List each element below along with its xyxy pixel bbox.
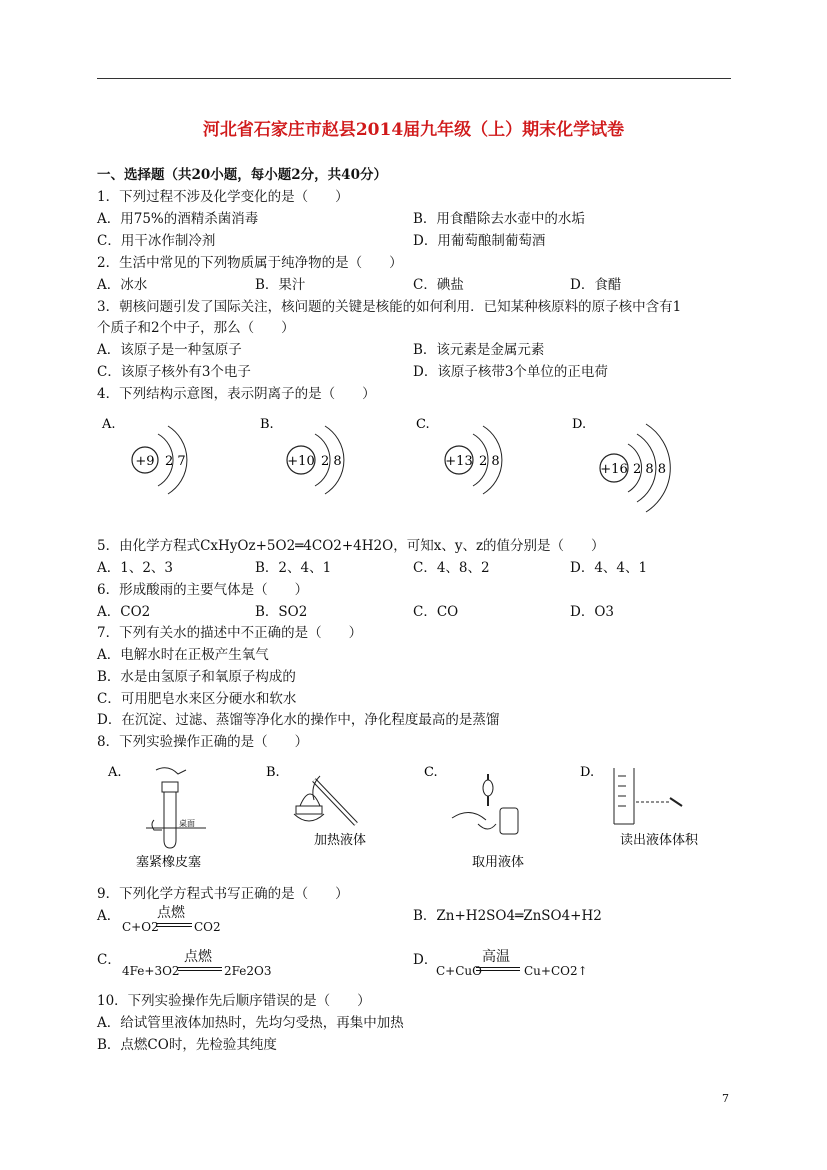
q8-stem: 8．下列实验操作正确的是（ ）: [97, 734, 309, 750]
q4-stem: 4．下列结构示意图，表示阴离子的是（ ）: [97, 386, 376, 402]
exam-title: 河北省石家庄市赵县2014届九年级（上）期末化学试卷: [202, 120, 625, 140]
q4-option-a-shells: 2 7: [165, 454, 186, 469]
q2-option-b[interactable]: B．果汁: [255, 277, 306, 293]
q7-option-a[interactable]: A．电解水时在正极产生氧气: [97, 647, 269, 663]
q8-option-a-figure[interactable]: [106, 762, 236, 874]
q6-option-c[interactable]: C．CO: [413, 604, 459, 620]
q9-option-d-equation[interactable]: [436, 946, 616, 980]
q8-option-d-figure[interactable]: [578, 762, 718, 852]
q3-option-b[interactable]: B．该元素是金属元素: [413, 342, 545, 358]
q9-option-c-left: 4Fe+3O2: [122, 964, 180, 978]
q8-option-b-caption: 加热液体: [314, 833, 367, 848]
q8-option-c-label: C.: [424, 765, 438, 780]
q3-stem-line2: 个质子和2个中子，那么（ ）: [97, 320, 295, 336]
q9-option-d-label[interactable]: D．: [413, 952, 438, 968]
q7-stem: 7．下列有关水的描述中不正确的是（ ）: [97, 625, 363, 641]
q9-option-a-left: C+O2: [122, 920, 159, 934]
q1-stem: 1．下列过程不涉及化学变化的是（ ）: [97, 189, 349, 205]
q4-option-c-shells: 2 8: [479, 454, 500, 469]
q10-option-b[interactable]: B．点燃CO时，先检验其纯度: [97, 1037, 277, 1053]
q8-option-c-caption: 取用液体: [472, 855, 525, 870]
q4-option-b-nucleus: +10: [287, 454, 315, 469]
page-number: 7: [722, 1092, 729, 1105]
q7-option-b[interactable]: B．水是由氢原子和氧原子构成的: [97, 669, 296, 685]
q9-option-a-label[interactable]: A．: [97, 908, 121, 924]
q2-option-c[interactable]: C．碘盐: [413, 277, 464, 293]
q9-option-a-right: CO2: [194, 920, 221, 934]
q1-option-a[interactable]: A．用75%的酒精杀菌消毒: [97, 211, 259, 227]
q4-option-a-label: A.: [102, 417, 116, 432]
q8-option-b-figure[interactable]: [264, 762, 394, 852]
q9-option-c-label[interactable]: C．: [97, 952, 121, 968]
q8-option-a-caption: 塞紧橡皮塞: [136, 855, 202, 870]
q9-option-c-equation[interactable]: [122, 946, 282, 980]
q8-option-d-caption: 读出液体体积: [620, 833, 699, 848]
q7-option-c[interactable]: C．可用肥皂水来区分硬水和软水: [97, 691, 297, 707]
q2-option-d[interactable]: D．食醋: [570, 277, 622, 293]
q4-option-a-nucleus: +9: [135, 454, 155, 469]
q9-option-d-right: Cu+CO2↑: [524, 964, 588, 978]
q10-option-a[interactable]: A．给试管里液体加热时，先均匀受热，再集中加热: [97, 1015, 404, 1031]
q6-option-a[interactable]: A．CO2: [97, 604, 151, 620]
q9-option-b[interactable]: B．Zn+H2SO4═ZnSO4+H2: [413, 908, 602, 924]
q4-option-c-nucleus: +13: [445, 454, 473, 469]
q8-option-d-label: D.: [580, 765, 595, 780]
q2-option-a[interactable]: A．冰水: [97, 277, 148, 293]
q1-option-b[interactable]: B．用食醋除去水壶中的水垢: [413, 211, 585, 227]
q5-option-c[interactable]: C．4、8、2: [413, 560, 490, 576]
q3-option-d[interactable]: D．该原子核带3个单位的正电荷: [413, 364, 608, 380]
q10-stem: 10．下列实验操作先后顺序错误的是（ ）: [97, 993, 371, 1009]
q4-option-d-shells: 2 8 8: [633, 462, 667, 477]
top-rule: [97, 78, 731, 79]
q3-option-c[interactable]: C．该原子核外有3个电子: [97, 364, 251, 380]
q3-option-a[interactable]: A．该原子是一种氢原子: [97, 342, 242, 358]
q3-stem-line1: 3．朝核问题引发了国际关注，核问题的关键是核能的如何利用．已知某种核原料的原子核中含有1: [97, 299, 682, 315]
q6-stem: 6．形成酸雨的主要气体是（ ）: [97, 582, 309, 598]
q4-option-d-label: D.: [572, 417, 587, 432]
q5-option-a[interactable]: A．1、2、3: [97, 560, 174, 576]
q8-option-a-label: A.: [108, 765, 122, 780]
q1-option-d[interactable]: D．用葡萄酿制葡萄酒: [413, 233, 546, 249]
q8-option-b-label: B.: [266, 765, 280, 780]
q9-option-a-equation[interactable]: [122, 902, 222, 936]
q4-option-a-atom-diagram[interactable]: [100, 412, 220, 512]
section-heading: 一、选择题（共20小题，每小题2分，共40分）: [97, 167, 387, 183]
q5-stem: 5．由化学方程式CxHyOz+5O2═4CO2+4H2O，可知x、y、z的值分别是（ ）: [97, 538, 605, 554]
q4-option-c-atom-diagram[interactable]: [414, 412, 534, 512]
q4-option-c-label: C.: [416, 417, 430, 432]
q9-option-d-condition: 高温: [482, 949, 510, 965]
q9-option-a-condition: 点燃: [157, 905, 185, 921]
q1-option-c[interactable]: C．用干冰作制冷剂: [97, 233, 216, 249]
q5-option-d[interactable]: D．4、4、1: [570, 560, 648, 576]
q4-option-b-atom-diagram[interactable]: [258, 412, 378, 512]
q4-option-b-label: B.: [260, 417, 274, 432]
q9-option-c-condition: 点燃: [184, 949, 212, 965]
q4-option-d-atom-diagram[interactable]: [570, 412, 700, 522]
q6-option-b[interactable]: B．SO2: [255, 604, 308, 620]
q5-option-b[interactable]: B．2、4、1: [255, 560, 332, 576]
q4-option-d-nucleus: +16: [600, 462, 628, 477]
q8-option-c-figure[interactable]: [422, 762, 552, 874]
q9-option-c-right: 2Fe2O3: [224, 964, 272, 978]
q9-option-d-left: C+CuO: [436, 964, 482, 978]
q7-option-d[interactable]: D．在沉淀、过滤、蒸馏等净化水的操作中，净化程度最高的是蒸馏: [97, 712, 500, 728]
q6-option-d[interactable]: D．O3: [570, 604, 614, 620]
q2-stem: 2．生活中常见的下列物质属于纯净物的是（ ）: [97, 255, 403, 271]
q8-option-a-inner-label: 桌面: [179, 819, 195, 828]
q9-stem: 9．下列化学方程式书写正确的是（ ）: [97, 886, 349, 902]
q4-option-b-shells: 2 8: [321, 454, 342, 469]
